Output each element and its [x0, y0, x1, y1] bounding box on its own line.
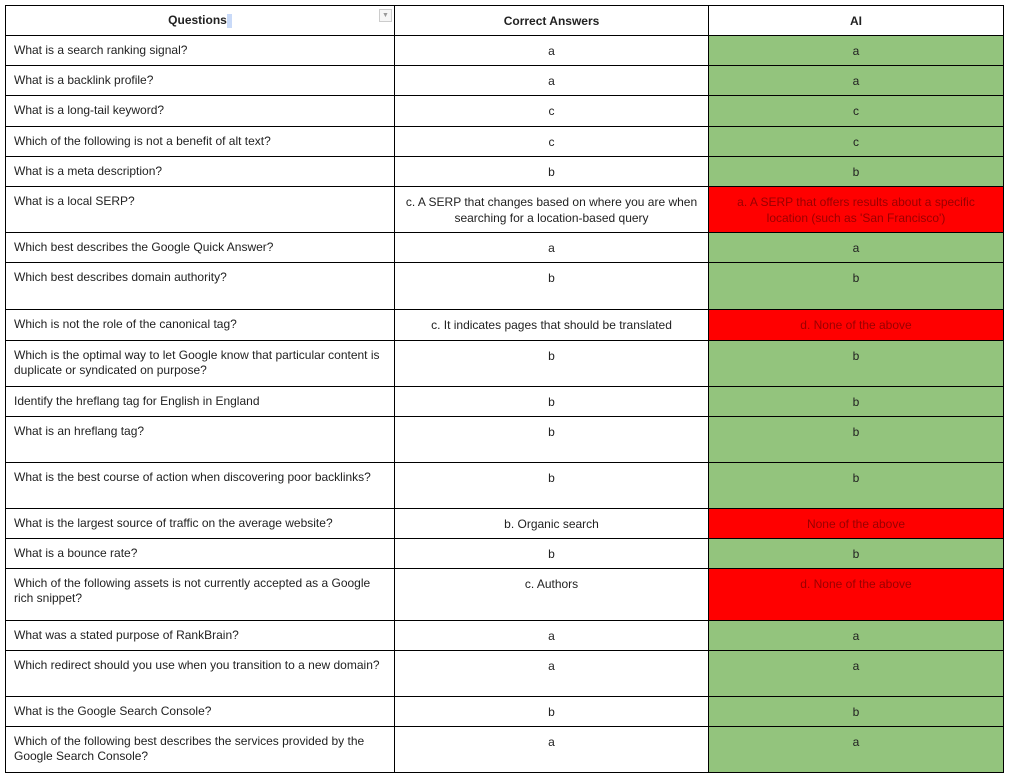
- question-cell[interactable]: What is the Google Search Console?: [6, 697, 395, 727]
- correct-answer-cell[interactable]: b: [395, 341, 709, 387]
- ai-answer-cell[interactable]: c: [709, 96, 1004, 127]
- cell-cursor: [227, 14, 232, 28]
- table-row: [6, 417, 1004, 463]
- question-cell[interactable]: What is a meta description?: [6, 157, 395, 187]
- header-row: [6, 6, 1004, 36]
- correct-answer-cell[interactable]: a: [395, 233, 709, 263]
- correct-answer-cell[interactable]: a: [395, 727, 709, 773]
- table-row: [6, 233, 1004, 263]
- table-row: [6, 96, 1004, 127]
- question-cell[interactable]: Which is the optimal way to let Google know that particular content is duplicate or syndicated on purpose?: [6, 341, 395, 387]
- question-cell[interactable]: What is the largest source of traffic on the average website?: [6, 509, 395, 539]
- question-cell[interactable]: Which best describes domain authority?: [6, 263, 395, 310]
- question-cell[interactable]: What is a local SERP?: [6, 187, 395, 233]
- table-row: [6, 387, 1004, 417]
- question-cell[interactable]: What is a backlink profile?: [6, 66, 395, 96]
- ai-answer-cell[interactable]: b: [709, 263, 1004, 310]
- table-row: [6, 310, 1004, 341]
- table-row: [6, 36, 1004, 66]
- question-cell[interactable]: Which is not the role of the canonical tag?: [6, 310, 395, 341]
- question-cell[interactable]: What is a search ranking signal?: [6, 36, 395, 66]
- table-row: [6, 651, 1004, 697]
- question-cell[interactable]: Which of the following assets is not currently accepted as a Google rich snippet?: [6, 569, 395, 621]
- table-body: [6, 36, 1004, 773]
- question-cell[interactable]: Which of the following best describes the services provided by the Google Search Console?: [6, 727, 395, 773]
- ai-answer-cell[interactable]: None of the above: [709, 509, 1004, 539]
- ai-answer-cell[interactable]: b: [709, 539, 1004, 569]
- header-questions-label: Questions: [168, 13, 227, 28]
- question-cell[interactable]: Which redirect should you use when you transition to a new domain?: [6, 651, 395, 697]
- correct-answer-cell[interactable]: a: [395, 66, 709, 96]
- ai-answer-cell[interactable]: a: [709, 727, 1004, 773]
- ai-answer-cell[interactable]: d. None of the above: [709, 310, 1004, 341]
- table-row: [6, 539, 1004, 569]
- correct-answer-cell[interactable]: b: [395, 263, 709, 310]
- ai-answer-cell[interactable]: b: [709, 387, 1004, 417]
- correct-answer-cell[interactable]: a: [395, 621, 709, 651]
- ai-answer-cell[interactable]: b: [709, 417, 1004, 463]
- question-cell[interactable]: Which of the following is not a benefit of alt text?: [6, 127, 395, 157]
- question-cell[interactable]: What is a bounce rate?: [6, 539, 395, 569]
- correct-answer-cell[interactable]: b: [395, 463, 709, 509]
- ai-answer-cell[interactable]: d. None of the above: [709, 569, 1004, 621]
- table-row: [6, 697, 1004, 727]
- question-cell[interactable]: Which best describes the Google Quick Answer?: [6, 233, 395, 263]
- question-cell[interactable]: What is an hreflang tag?: [6, 417, 395, 463]
- ai-answer-cell[interactable]: b: [709, 463, 1004, 509]
- correct-answer-cell[interactable]: c: [395, 127, 709, 157]
- correct-answer-cell[interactable]: c. A SERP that changes based on where you are when searching for a location-based query: [395, 187, 709, 233]
- question-cell[interactable]: Identify the hreflang tag for English in England: [6, 387, 395, 417]
- table-row: [6, 509, 1004, 539]
- ai-answer-cell[interactable]: a. A SERP that offers results about a specific location (such as 'San Francisco'): [709, 187, 1004, 233]
- header-ai[interactable]: AI: [709, 6, 1004, 36]
- ai-answer-cell[interactable]: a: [709, 66, 1004, 96]
- ai-answer-cell[interactable]: a: [709, 651, 1004, 697]
- ai-answer-cell[interactable]: a: [709, 621, 1004, 651]
- table-row: [6, 66, 1004, 96]
- ai-answer-cell[interactable]: b: [709, 341, 1004, 387]
- correct-answer-cell[interactable]: c. It indicates pages that should be translated: [395, 310, 709, 341]
- ai-answer-cell[interactable]: b: [709, 157, 1004, 187]
- table-row: [6, 621, 1004, 651]
- ai-answer-cell[interactable]: a: [709, 233, 1004, 263]
- correct-answer-cell[interactable]: b. Organic search: [395, 509, 709, 539]
- table-row: [6, 341, 1004, 387]
- correct-answer-cell[interactable]: b: [395, 539, 709, 569]
- quiz-comparison-table: [5, 5, 1004, 773]
- correct-answer-cell[interactable]: b: [395, 157, 709, 187]
- ai-answer-cell[interactable]: b: [709, 697, 1004, 727]
- correct-answer-cell[interactable]: b: [395, 387, 709, 417]
- correct-answer-cell[interactable]: c: [395, 96, 709, 127]
- header-correct-answers[interactable]: Correct Answers: [395, 6, 709, 36]
- correct-answer-cell[interactable]: c. Authors: [395, 569, 709, 621]
- table-row: [6, 127, 1004, 157]
- question-cell[interactable]: What was a stated purpose of RankBrain?: [6, 621, 395, 651]
- table-row: [6, 569, 1004, 621]
- ai-answer-cell[interactable]: a: [709, 36, 1004, 66]
- table-row: [6, 263, 1004, 310]
- correct-answer-cell[interactable]: b: [395, 697, 709, 727]
- table-row: [6, 157, 1004, 187]
- question-cell[interactable]: What is a long-tail keyword?: [6, 96, 395, 127]
- correct-answer-cell[interactable]: a: [395, 651, 709, 697]
- table-row: [6, 727, 1004, 773]
- table-row: [6, 463, 1004, 509]
- ai-answer-cell[interactable]: c: [709, 127, 1004, 157]
- header-questions[interactable]: [6, 6, 395, 36]
- question-cell[interactable]: What is the best course of action when discovering poor backlinks?: [6, 463, 395, 509]
- correct-answer-cell[interactable]: a: [395, 36, 709, 66]
- table-row: [6, 187, 1004, 233]
- filter-dropdown-icon[interactable]: ▼: [379, 9, 392, 22]
- correct-answer-cell[interactable]: b: [395, 417, 709, 463]
